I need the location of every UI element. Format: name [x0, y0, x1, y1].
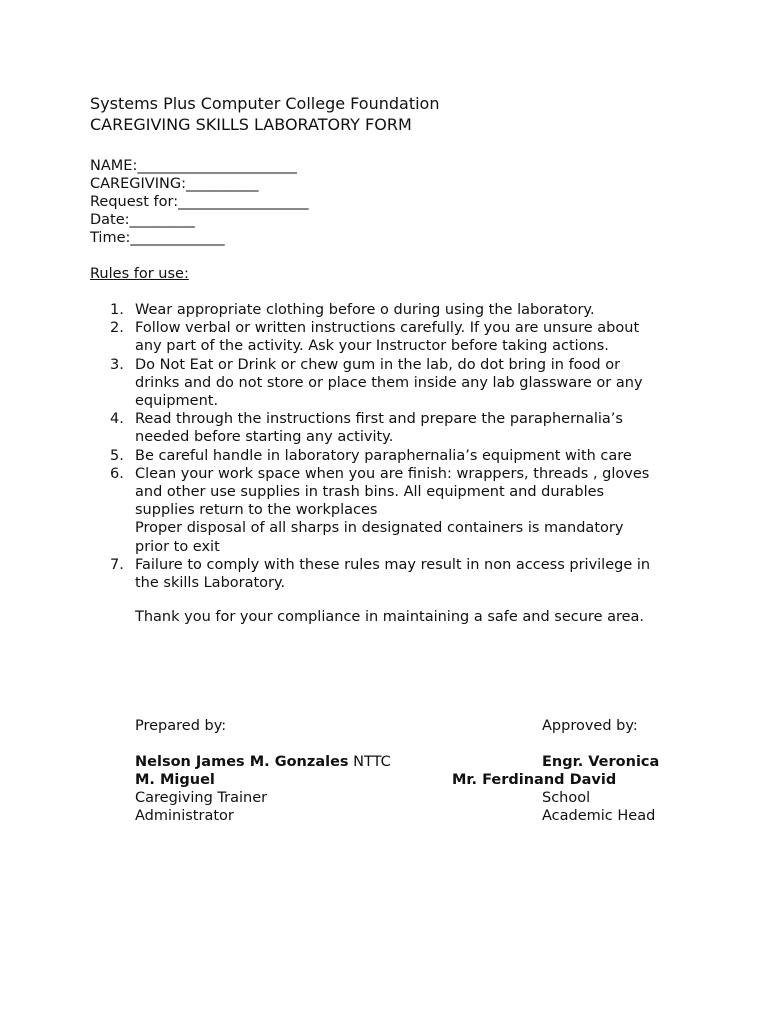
rule-item: [110, 301, 680, 319]
rule-number: 6.: [110, 465, 124, 482]
time-field: Time:_____________: [90, 230, 225, 246]
rule-item: [110, 410, 680, 446]
rule-item: [110, 465, 680, 556]
approved-by-label: Approved by:: [542, 718, 638, 734]
rule-item: [110, 556, 680, 592]
rule-text: [135, 447, 680, 465]
rule-number: 5.: [110, 447, 124, 464]
rule-number: 3.: [110, 356, 124, 373]
approver-name-part1: Engr. Veronica: [542, 754, 660, 770]
approver-name-part2: M. Miguel: [135, 772, 215, 788]
prepared-by-label: Prepared by:: [135, 718, 227, 734]
rule-line: Read through the instructions first and prepare the paraphernalia’s: [135, 411, 623, 428]
rule-line: Failure to comply with these rules may result in non access privilege in: [135, 556, 651, 573]
preparer-role-line2: Administrator: [135, 808, 234, 824]
rule-line: Proper disposal of all sharps in designated containers is mandatory: [135, 520, 624, 537]
approver-role-line1: School: [542, 790, 591, 806]
rule-text: [135, 410, 680, 446]
rule-number: 4.: [110, 411, 124, 428]
date-field: Date:_________: [90, 212, 195, 228]
preparer-certification: NTTC: [348, 754, 391, 770]
rule-text: [135, 356, 680, 411]
rule-line: needed before starting any activity.: [135, 429, 394, 446]
rule-line: Do Not Eat or Drink or chew gum in the lab, do dot bring in food or: [135, 356, 621, 373]
rules-list: [110, 301, 680, 592]
caregiving-field: CAREGIVING:__________: [90, 176, 259, 192]
request-for-field: Request for:__________________: [90, 194, 309, 210]
form-title: CAREGIVING SKILLS LABORATORY FORM: [90, 115, 412, 134]
rule-line: prior to exit: [135, 538, 220, 555]
rule-text: [135, 319, 680, 355]
rule-line: the skills Laboratory.: [135, 575, 286, 592]
rule-text: [135, 556, 680, 592]
rule-line: any part of the activity. Ask your Instructor before taking actions.: [135, 338, 609, 355]
rule-item: [110, 447, 680, 465]
second-approver-name: Mr. Ferdinand David: [452, 772, 617, 788]
rule-item: [110, 356, 680, 411]
rule-line: equipment.: [135, 393, 219, 410]
institution-name: Systems Plus Computer College Foundation: [90, 94, 440, 113]
rule-item: [110, 319, 680, 355]
rule-line: supplies return to the workplaces: [135, 502, 378, 519]
rules-heading: Rules for use:: [90, 266, 189, 282]
rule-line: Be careful handle in laboratory paraphernalia’s equipment with care: [135, 447, 632, 464]
rule-number: 2.: [110, 320, 124, 337]
name-field: NAME:______________________: [90, 158, 297, 174]
preparer-role-line1: Caregiving Trainer: [135, 790, 268, 806]
rule-text: [135, 301, 680, 319]
rule-line: Clean your work space when you are finish: wrappers, threads , gloves: [135, 465, 650, 482]
rule-line: drinks and do not store or place them inside any lab glassware or any: [135, 374, 643, 391]
rule-number: 7.: [110, 556, 124, 573]
rule-line: Follow verbal or written instructions carefully. If you are unsure about: [135, 320, 640, 337]
closing-statement: Thank you for your compliance in maintaining a safe and secure area.: [135, 609, 645, 625]
rule-line: Wear appropriate clothing before o during using the laboratory.: [135, 302, 595, 318]
rule-text: [135, 465, 680, 556]
rule-line: and other use supplies in trash bins. All equipment and durables: [135, 484, 605, 501]
preparer-name: Nelson James M. Gonzales: [135, 754, 349, 770]
rule-number: 1.: [110, 302, 124, 318]
approver-role-line2: Academic Head: [542, 808, 656, 824]
preparer-signature-line: [135, 753, 391, 771]
